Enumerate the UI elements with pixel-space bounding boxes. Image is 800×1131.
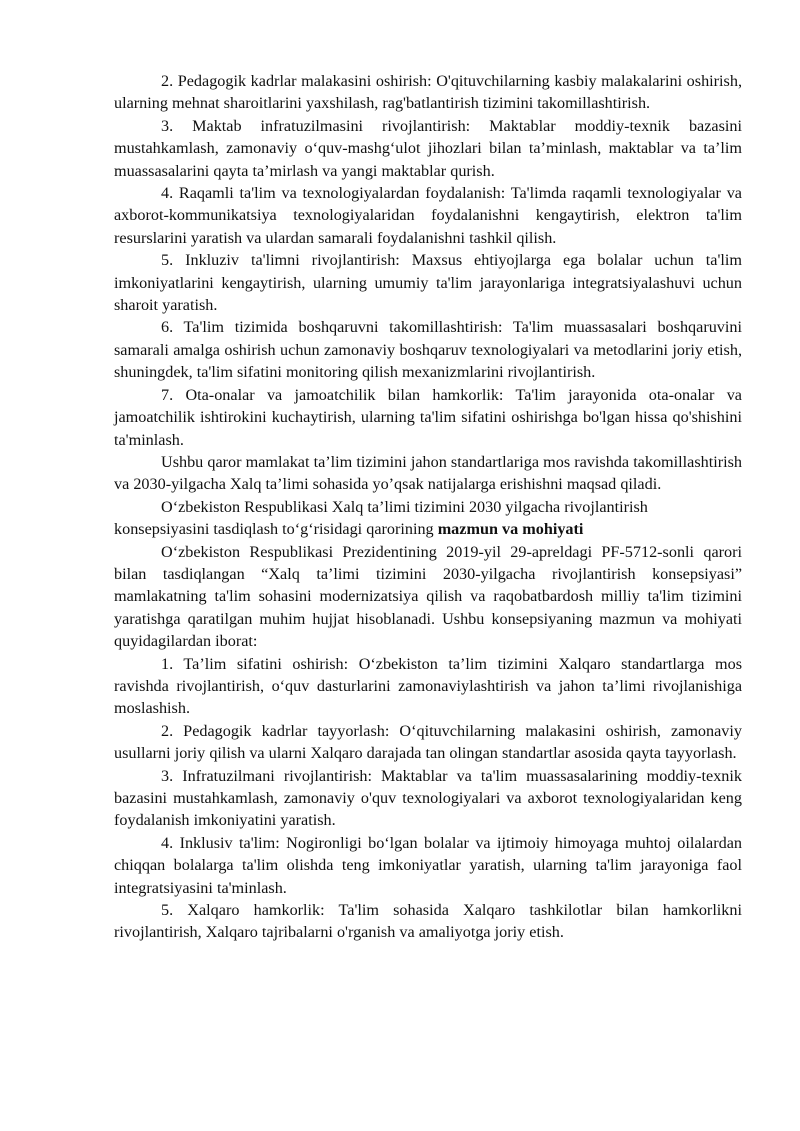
- paragraph-inclusive-education: 5. Inkluziv ta'limni rivojlantirish: Maxsus ehtiyojlarga ega bolalar uchun ta'lim imkoniyatlarini kengaytirish, ularning umumiy ta'lim jarayonlariga integratsiyalashuvi uchun sharoit yaratish.: [114, 251, 742, 315]
- section-heading-bold: mazmun va mohiyati: [437, 520, 584, 539]
- paragraph-parents-cooperation: 7. Ota-onalar va jamoatchilik bilan hamkorlik: Ta'lim jarayonida ota-onalar va jamoatchilik ishtirokini kuchaytirish, ularning ta'lim sifatini oshirishga bo'lgan hissa qo'shishini ta'minlash.: [114, 385, 742, 449]
- paragraph-teacher-qualification: 2. Pedagogik kadrlar malakasini oshirish: O'qituvchilarning kasbiy malakalarini oshirish, ularning mehnat sharoitlarini yaxshilash, rag'batlantirish tizimini takomillashtirish.: [114, 72, 742, 113]
- document-page: [114, 70, 742, 944]
- section-heading-text: O‘zbekiston Respublikasi Xalq ta’limi tizimini 2030 yilgacha rivojlantirish konsepsiyasini tasdiqlash to‘g‘risidagi qarorining: [114, 497, 648, 539]
- paragraph-quality: 1. Ta’lim sifatini oshirish: O‘zbekiston ta’lim tizimini Xalqaro standartlarga mos ravishda rivojlantirish, o‘quv dasturlarini zamonaviylashtirish va jahon ta’limi rivojlanishiga moslashish.: [114, 654, 742, 718]
- paragraph-concept-intro: O‘zbekiston Respublikasi Prezidentining 2019-yil 29-apreldagi PF-5712-sonli qarori bilan tasdiqlangan “Xalq ta’limi tizimini 2030-yilgacha rivojlantirish konsepsiyasi” mamlakatning ta'lim sohasini modernizatsiya qilish va raqobatbardosh milliy ta'lim tizimini yaratishga qaratilgan muhim hujjat hisoblanadi. Ushbu konsepsiyaning mazmun va mohiyati quyidagilardan iborat:: [114, 542, 742, 651]
- paragraph-inclusive: 4. Inklusiv ta'lim: Nogironligi bo‘lgan bolalar va ijtimoiy himoyaga muhtoj oilalardan chiqqan bolalarga ta'lim olishda teng imkoniyatlar yaratish, ularning ta'lim jarayoniga faol integratsiyasini ta'minlash.: [114, 833, 742, 897]
- paragraph-digital-education: 4. Raqamli ta'lim va texnologiyalardan foydalanish: Ta'limda raqamli texnologiyalar va axborot-kommunikatsiya texnologiyalaridan foydalanishni kengaytirish, elektron ta'lim resurslarini yaratish va ulardan samarali foydalanishni tashkil qilish.: [114, 184, 742, 247]
- paragraph-management: 6. Ta'lim tizimida boshqaruvni takomillashtirish: Ta'lim muassasalari boshqaruvini samarali amalga oshirish uchun zamonaviy boshqaruv texnologiyalari va metodlarini joriy etish, shuningdek, ta'lim sifatini monitoring qilish mexanizmlarini rivojlantirish.: [114, 318, 742, 382]
- paragraph-decree-goal: Ushbu qaror mamlakat ta’lim tizimini jahon standartlariga mos ravishda takomillashtirish va 2030-yilgacha Xalq ta’limi sohasida yo’qsak natijalarga erishishni maqsad qiladi.: [114, 452, 742, 494]
- paragraph-international-cooperation: 5. Xalqaro hamkorlik: Ta'lim sohasida Xalqaro tashkilotlar bilan hamkorlikni rivojlantirish, Xalqaro tajribalarni o'rganish va amaliyotga joriy etish.: [114, 901, 742, 942]
- paragraph-infrastructure: 3. Infratuzilmani rivojlantirish: Maktablar va ta'lim muassasalarining moddiy-texnik bazasini mustahkamlash, zamonaviy o'quv texnologiyalari va axborot texnologiyalaridan keng foydalanish imkoniyatini yaratish.: [114, 766, 742, 830]
- section-heading: [114, 496, 742, 541]
- paragraph-teacher-training: 2. Pedagogik kadrlar tayyorlash: O‘qituvchilarning malakasini oshirish, zamonaviy usullarni joriy qilish va ularni Xalqaro darajada tan olingan standartlar asosida qayta tayyorlash.: [114, 721, 742, 763]
- paragraph-school-infrastructure: 3. Maktab infratuzilmasini rivojlantirish: Maktablar moddiy-texnik bazasini mustahkamlash, zamonaviy o‘quv-mashg‘ulot jihozlari bilan ta’minlash, maktablar va ta’lim muassasalarini qayta ta’mirlash va yangi maktablar qurish.: [114, 116, 742, 180]
